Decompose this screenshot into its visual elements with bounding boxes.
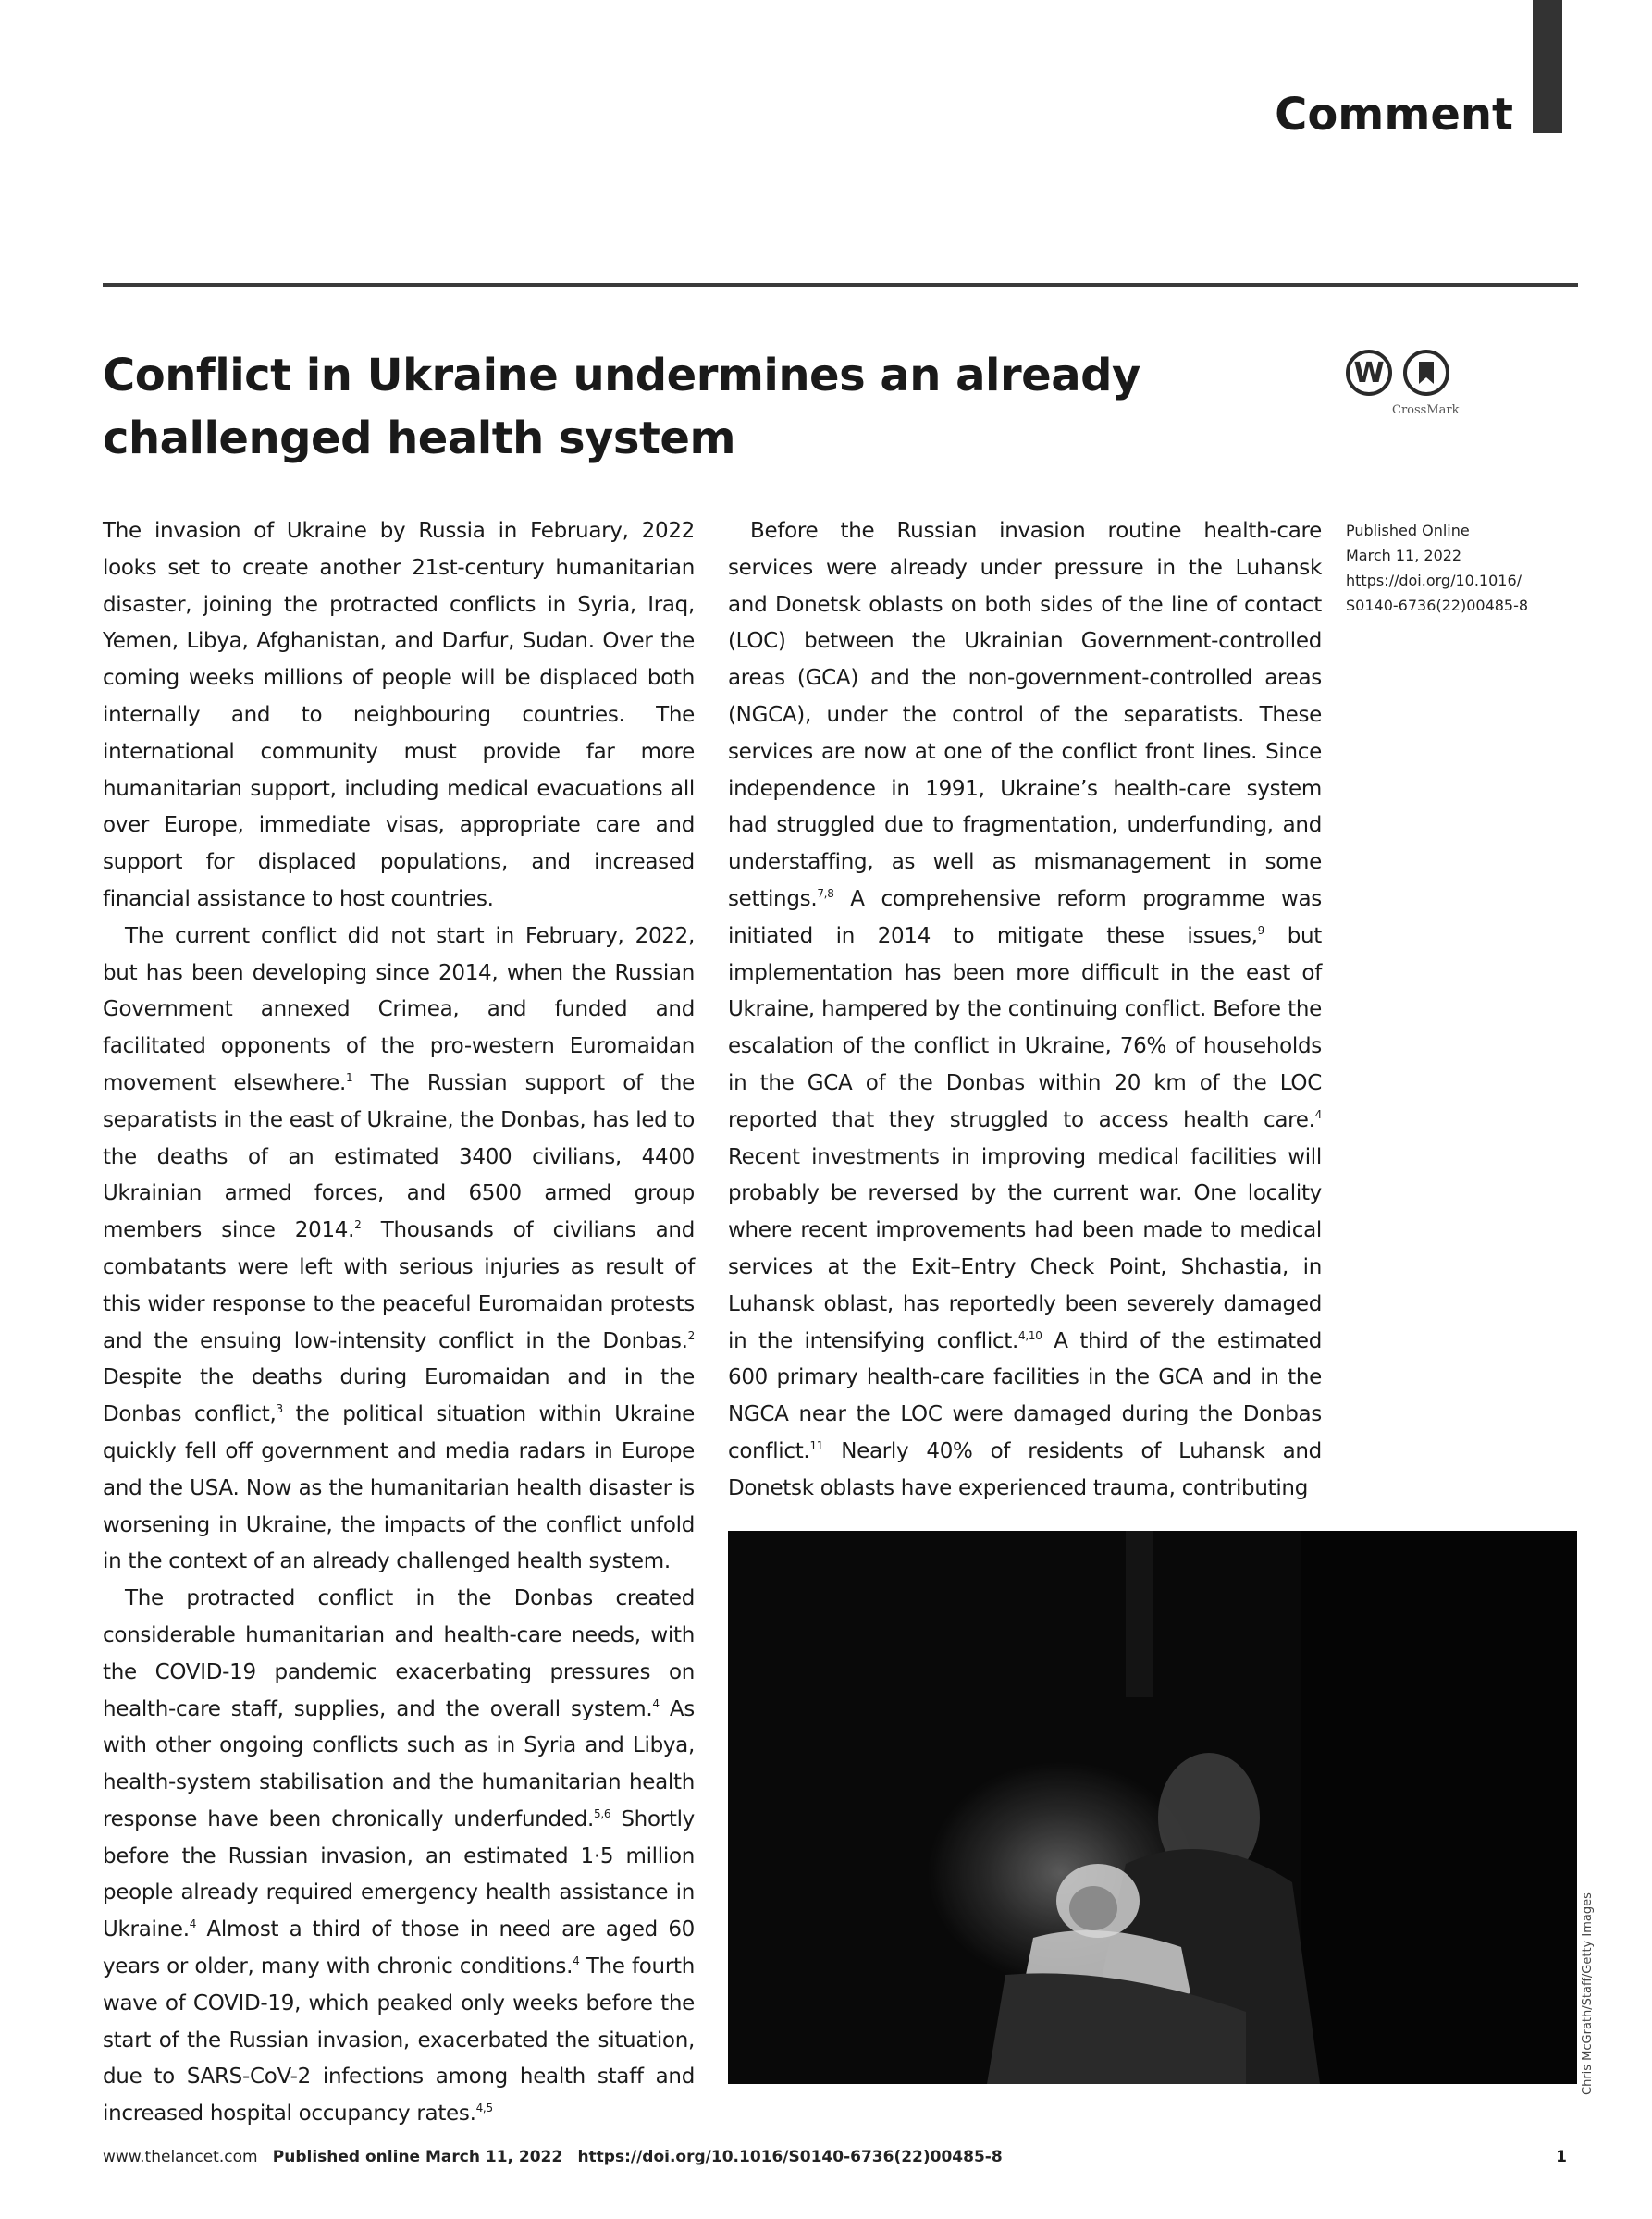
footer-published: Published online March 11, 2022 [272,2148,563,2166]
section-tab-marker [1533,0,1562,133]
paragraph [103,918,695,1581]
published-label: Published Online [1346,522,1470,539]
photo-credit: Chris McGrath/Staff/Getty Images [1581,1892,1595,2095]
citation-ref[interactable]: 4,5 [475,2102,493,2115]
body-column-left [103,513,695,2133]
citation-ref[interactable]: 1 [345,1070,353,1084]
citation-ref[interactable]: 2 [354,1218,362,1232]
page-footer [103,2148,1003,2166]
paragraph-text: the political situation within Ukraine quickly fell off government and media radars in Europe and the USA. Now as the humanitarian health disaster is worsening in Ukraine, the impacts of the conflict unfold in the context of an already challenged health system. [103,1402,696,1574]
paragraph [103,513,695,918]
citation-ref[interactable]: 4 [573,1954,580,1968]
paragraph-text: The Russian support of the separatists in the east of Ukraine, the Donbas, has led to the deaths of an estimated 3400 civilians, 4400 Ukrainian armed forces, and 6500 armed group members since 2014. [103,1070,695,1243]
paragraph-text: Thousands of civilians and combatants were left with serious injuries as result of this wider response to the peaceful Euromaidan protests and the ensuing low-intensity conflict in the Donbas. [103,1218,695,1353]
page-number: 1 [1556,2148,1567,2166]
paragraph-text: The fourth wave of COVID-19, which peaked only weeks before the start of the Russian invasion, exacerbated the situation, due to SARS-CoV-2 infections among health staff and increased hospital occupancy rates. [103,1954,695,2127]
article-photo [728,1531,1577,2084]
article-title: Conflict in Ukraine undermines an already challenged health system [103,350,1140,464]
section-label: Comment [1275,89,1513,141]
citation-ref[interactable]: 5,6 [594,1806,611,1820]
paragraph-text: Recent investments in improving medical facilities will probably be reversed by the current war. One locality where recent improvements had been made to medical services at the Exit–Entry Check Point, Shchastia, in Luhansk oblast, has reportedly been severely damaged in the intensifying conflict. [728,1144,1322,1353]
paragraph-text: Almost a third of those in need are aged 60 years or older, many with chronic conditions. [103,1917,695,1979]
paragraph-text: The invasion of Ukraine by Russia in February, 2022 looks set to create another 21st-century humanitarian disaster, joining the protracted conflicts in Syria, Iraq, Yemen, Libya, Afghanistan, and Darfur, Sudan. Over the coming weeks millions of people will be displaced both internally and to neighbouring countries. The international community must provide far more humanitarian support, including medical evacuations all over Europe, immediate visas, appropriate care and support for displaced populations, and increased financial assistance to host countries. [103,519,695,911]
paragraph-text: Nearly 40% of residents of Luhansk and Donetsk oblasts have experienced trauma, contributing [728,1438,1322,1500]
body-column-middle [728,513,1322,1508]
doi-link-line1[interactable]: https://doi.org/10.1016/ [1346,572,1523,589]
paragraph [728,513,1322,1508]
paragraph-text: A comprehensive reform programme was initiated in 2014 to mitigate these issues, [728,886,1322,948]
citation-ref[interactable]: 9 [1257,923,1264,937]
w-badge-letter: W [1353,356,1385,389]
citation-ref[interactable]: 3 [276,1402,283,1416]
crossmark-label: CrossMark [1392,403,1460,417]
paragraph-text: Before the Russian invasion routine health-care services were already under pressure in the Luhansk and Donetsk oblasts on both sides of the line of contact (LOC) between the Ukrainian Government-controlled areas (GCA) and the non-government-controlled areas (NGCA), under the control of the separatists. These services are now at one of the conflict front lines. Since independence in 1991, Ukraine’s health-care system had struggled due to fragmentation, underfunding, and understaffing, as well as mismanagement in some settings. [728,519,1322,911]
photo-scene [728,1531,1577,2084]
crossmark-icon[interactable] [1403,350,1449,396]
header-rule [103,283,1578,287]
paragraph-text: but implementation has been more difficult in the east of Ukraine, hampered by the continuing conflict. Before the escalation of the conflict in Ukraine, 76% of households in the GCA of the Donbas within 20 km of the LOC reported that they struggled to access health care. [728,923,1322,1132]
paragraph [103,1581,695,2133]
doi-link-line2[interactable]: S0140-6736(22)00485-8 [1346,597,1529,614]
paragraph-text: As with other ongoing conflicts such as in Syria and Libya, health-system stabilisation and the humanitarian health response have been chronically underfunded. [103,1696,695,1831]
paragraph-text: Shortly before the Russian invasion, an estimated 1·5 million people already required emergency health assistance in Ukraine. [103,1806,695,1942]
w-badge-icon[interactable] [1346,350,1392,396]
paragraph-text: Despite the deaths during Euromaidan and in the Donbas conflict, [103,1365,695,1427]
citation-ref[interactable]: 11 [809,1438,824,1452]
bookmark-icon [1415,360,1437,386]
citation-ref[interactable]: 4 [652,1696,660,1710]
citation-ref[interactable]: 4 [1314,1107,1322,1121]
paragraph-text: A third of the estimated 600 primary health-care facilities in the GCA and in the NGCA near the LOC were damaged during the Donbas conflict. [728,1328,1322,1463]
citation-ref[interactable]: 2 [687,1328,695,1342]
paragraph-text: The current conflict did not start in February, 2022, but has been developing since 2014, when the Russian Government annexed Crimea, and funded and facilitated opponents of the pro-western Euromaidan movement elsewhere. [103,923,695,1095]
footer-doi-link[interactable]: https://doi.org/10.1016/S0140-6736(22)00485-8 [577,2148,1003,2166]
paragraph-text: The protracted conflict in the Donbas created considerable humanitarian and health-care needs, with the COVID-19 pandemic exacerbating pressures on health-care staff, supplies, and the overall system. [103,1586,695,1721]
citation-ref[interactable]: 7,8 [817,886,834,900]
citation-ref[interactable]: 4 [189,1917,197,1931]
article-badges [1346,350,1466,424]
publication-sidebar [1346,518,1568,618]
published-date: March 11, 2022 [1346,547,1462,564]
journal-site-link[interactable]: www.thelancet.com [103,2148,258,2166]
citation-ref[interactable]: 4,10 [1018,1328,1042,1342]
